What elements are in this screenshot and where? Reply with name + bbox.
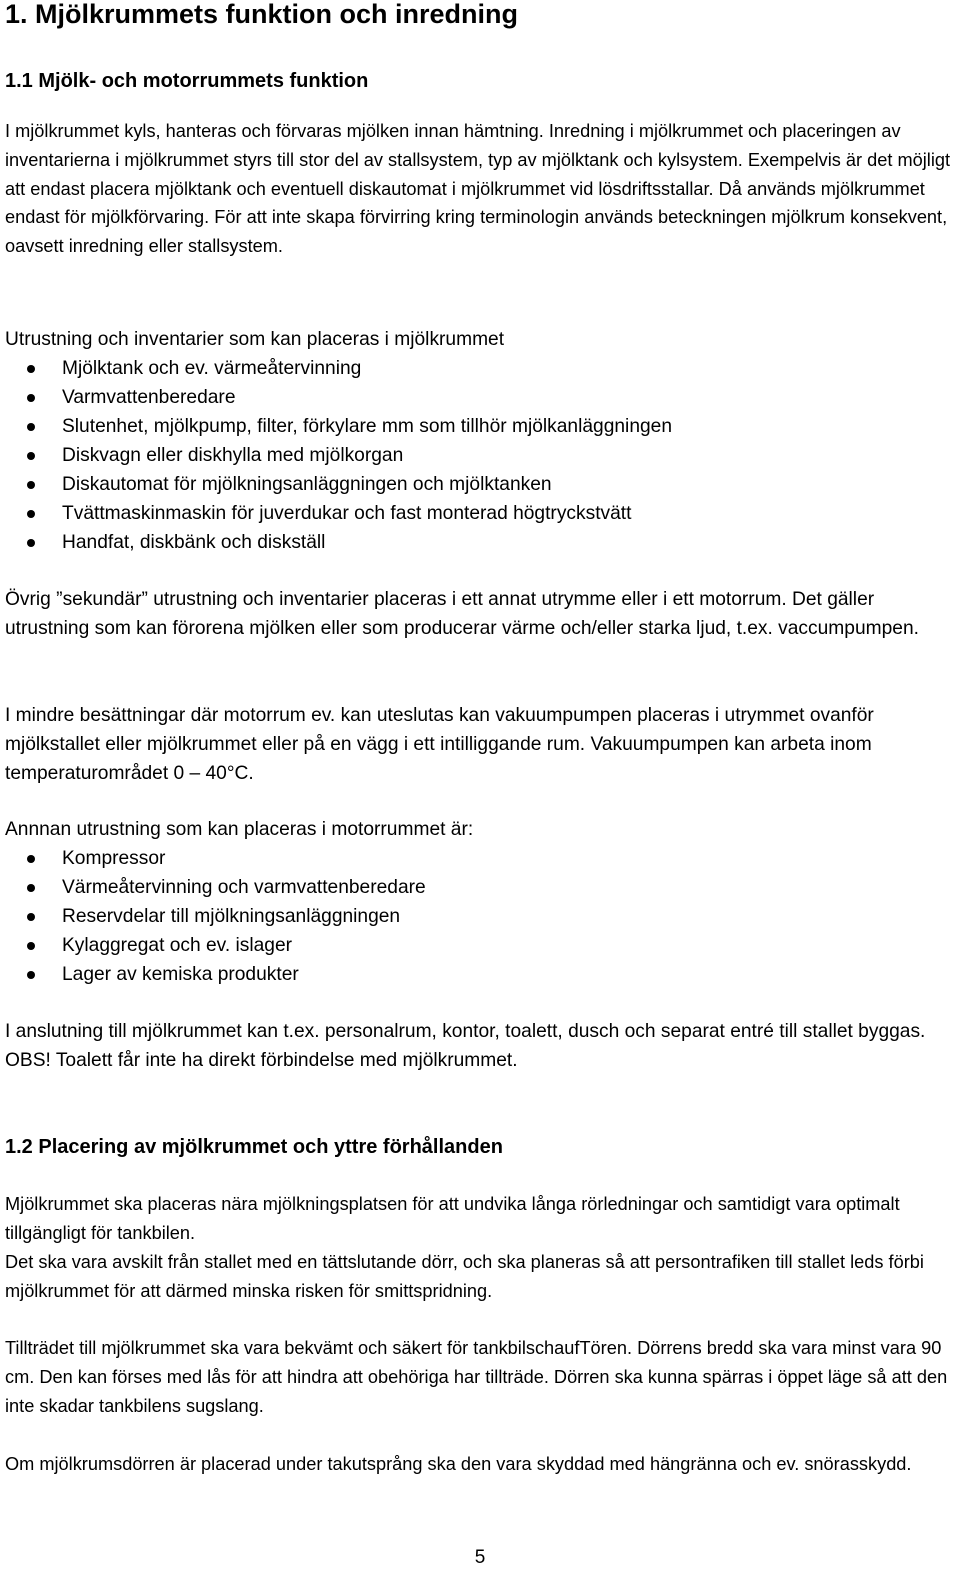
small-herds-paragraph: I mindre besättningar där motorrum ev. kan uteslutas kan vakuumpumpen placeras i utrymmet ovanför mjölkstallet eller mjölkrummet eller på en vägg i ett intilliggande rum. Vakuumpumpen kan arbeta inom temperaturområdet 0 – 40°C. (5, 705, 874, 784)
list-item: Handfat, diskbänk och diskställ (5, 528, 672, 557)
bullet-icon (27, 365, 35, 373)
bullet-icon (27, 942, 35, 950)
list-item: Tvättmaskinmaskin för juverdukar och fast monterad högtryckstvätt (5, 499, 672, 528)
door-roof-paragraph: Om mjölkrumsdörren är placerad under takutsprång ska den vara skyddad med hängränna och ev. snörasskydd. (5, 1454, 912, 1474)
list-item: Diskautomat för mjölkningsanläggningen och mjölktanken (5, 470, 672, 499)
list-item: Mjölktank och ev. värmeåtervinning (5, 354, 672, 383)
secondary-equipment-paragraph: Övrig ”sekundär” utrustning och inventarier placeras i ett annat utrymme eller i ett motorrum. Det gäller utrustning som kan förorena mjölken eller som producerar värme och/eller starka ljud, t.ex. vaccumpumpen. (5, 589, 919, 639)
list-item: Varmvattenberedare (5, 383, 672, 412)
equipment-list (5, 354, 672, 557)
bullet-icon (27, 423, 35, 431)
motor-room-heading: Annnan utrustning som kan placeras i motorrummet är: (5, 819, 474, 840)
list-item: Diskvagn eller diskhylla med mjölkorgan (5, 441, 672, 470)
bullet-icon (27, 481, 35, 489)
bullet-icon (27, 452, 35, 460)
list-item: Lager av kemiska produkter (5, 960, 426, 989)
bullet-icon (27, 884, 35, 892)
placement-paragraph-b: Det ska vara avskilt från stallet med en tättslutande dörr, och ska planeras så att persontrafiken till stallet leds förbi mjölkrummet för att därmed minska risken för smittspridning. (5, 1252, 924, 1301)
access-paragraph: Tillträdet till mjölkrummet ska vara bekvämt och säkert för tankbilschaufTören. Dörrens bredd ska vara minst vara 90 cm. Den kan förses med lås för att hindra att obehöriga har tillträde. Dörren ska kunna spärras i öppet läge så att den inte skadar tankbilens sugslang. (5, 1338, 948, 1416)
bullet-icon (27, 913, 35, 921)
section-heading-1-2: 1.2 Placering av mjölkrummet och yttre förhållanden (5, 1136, 503, 1158)
bullet-icon (27, 855, 35, 863)
list-item: Reservdelar till mjölkningsanläggningen (5, 902, 426, 931)
list-item: Kompressor (5, 844, 426, 873)
page-number: 5 (474, 1547, 486, 1568)
section-heading-1-1: 1.1 Mjölk- och motorrummets funktion (5, 70, 369, 92)
placement-paragraph-a: Mjölkrummet ska placeras nära mjölkningsplatsen för att undvika långa rörledningar och samtidigt vara optimalt tillgängligt för tankbilen. (5, 1194, 900, 1243)
chapter-heading: 1. Mjölkrummets funktion och inredning (5, 0, 519, 29)
bullet-icon (27, 539, 35, 547)
connection-paragraph: I anslutning till mjölkrummet kan t.ex. personalrum, kontor, toalett, dusch och separat entré till stallet byggas. OBS! Toalett får inte ha direkt förbindelse med mjölkrummet. (5, 1021, 926, 1071)
bullet-icon (27, 510, 35, 518)
equipment-heading: Utrustning och inventarier som kan placeras i mjölkrummet (5, 329, 505, 350)
list-item: Kylaggregat och ev. islager (5, 931, 426, 960)
bullet-icon (27, 394, 35, 402)
intro-paragraph: I mjölkrummet kyls, hanteras och förvaras mjölken innan hämtning. Inredning i mjölkrummet och placeringen av inventarierna i mjölkrummet styrs till stor del av stallsystem, typ av mjölktank och kylsystem. Exempelvis är det möjligt att endast placera mjölktank och eventuell diskautomat i mjölkrummet vid lösdriftsstallar. Då används mjölkrummet endast för mjölkförvaring. För att inte skapa förvirring kring terminologin används beteckningen mjölkrum konsekvent, oavsett inredning eller stallsystem. (5, 121, 951, 257)
list-item: Slutenhet, mjölkpump, filter, förkylare mm som tillhör mjölkanläggningen (5, 412, 672, 441)
bullet-icon (27, 971, 35, 979)
motor-room-list (5, 844, 426, 989)
list-item: Värmeåtervinning och varmvattenberedare (5, 873, 426, 902)
